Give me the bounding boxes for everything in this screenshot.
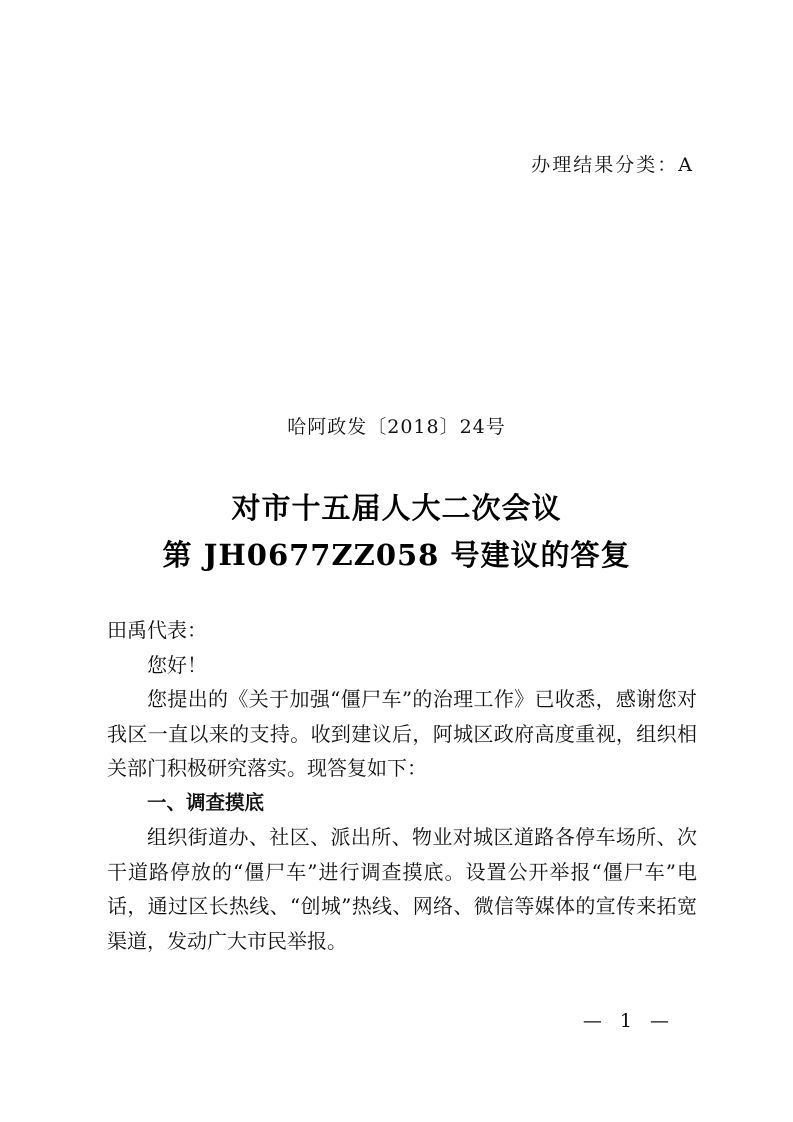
- document-body: [107, 613, 697, 958]
- section-heading-1: 一、调查摸底: [147, 790, 265, 814]
- greeting: 您好！: [147, 652, 207, 677]
- document-title-line-2: 第 JH0677ZZ058 号建议的答复: [162, 538, 631, 572]
- page-number: — 1 —: [582, 1010, 675, 1032]
- salutation: 田禹代表：: [107, 618, 207, 642]
- section-1-paragraph: 组织街道办、社区、派出所、物业对城区道路各停车场所、次干道路停放的“僵尸车”进行调查摸底。设置公开举报“僵尸车”电话，通过区长热线、“创城”热线、网络、微信等媒体的宣传来拓宽渠道，发动广大市民举报。: [107, 825, 697, 953]
- document-number: 哈阿政发〔2018〕24号: [287, 416, 506, 438]
- document-title-line-1: 对市十五届人大二次会议: [231, 491, 562, 525]
- intro-paragraph: 您提出的《关于加强“僵尸车”的治理工作》已收悉，感谢您对我区一直以来的支持。收到建议后，阿城区政府高度重视，组织相关部门积极研究落实。现答复如下：: [107, 687, 697, 780]
- result-classification: 办理结果分类：A: [531, 154, 694, 176]
